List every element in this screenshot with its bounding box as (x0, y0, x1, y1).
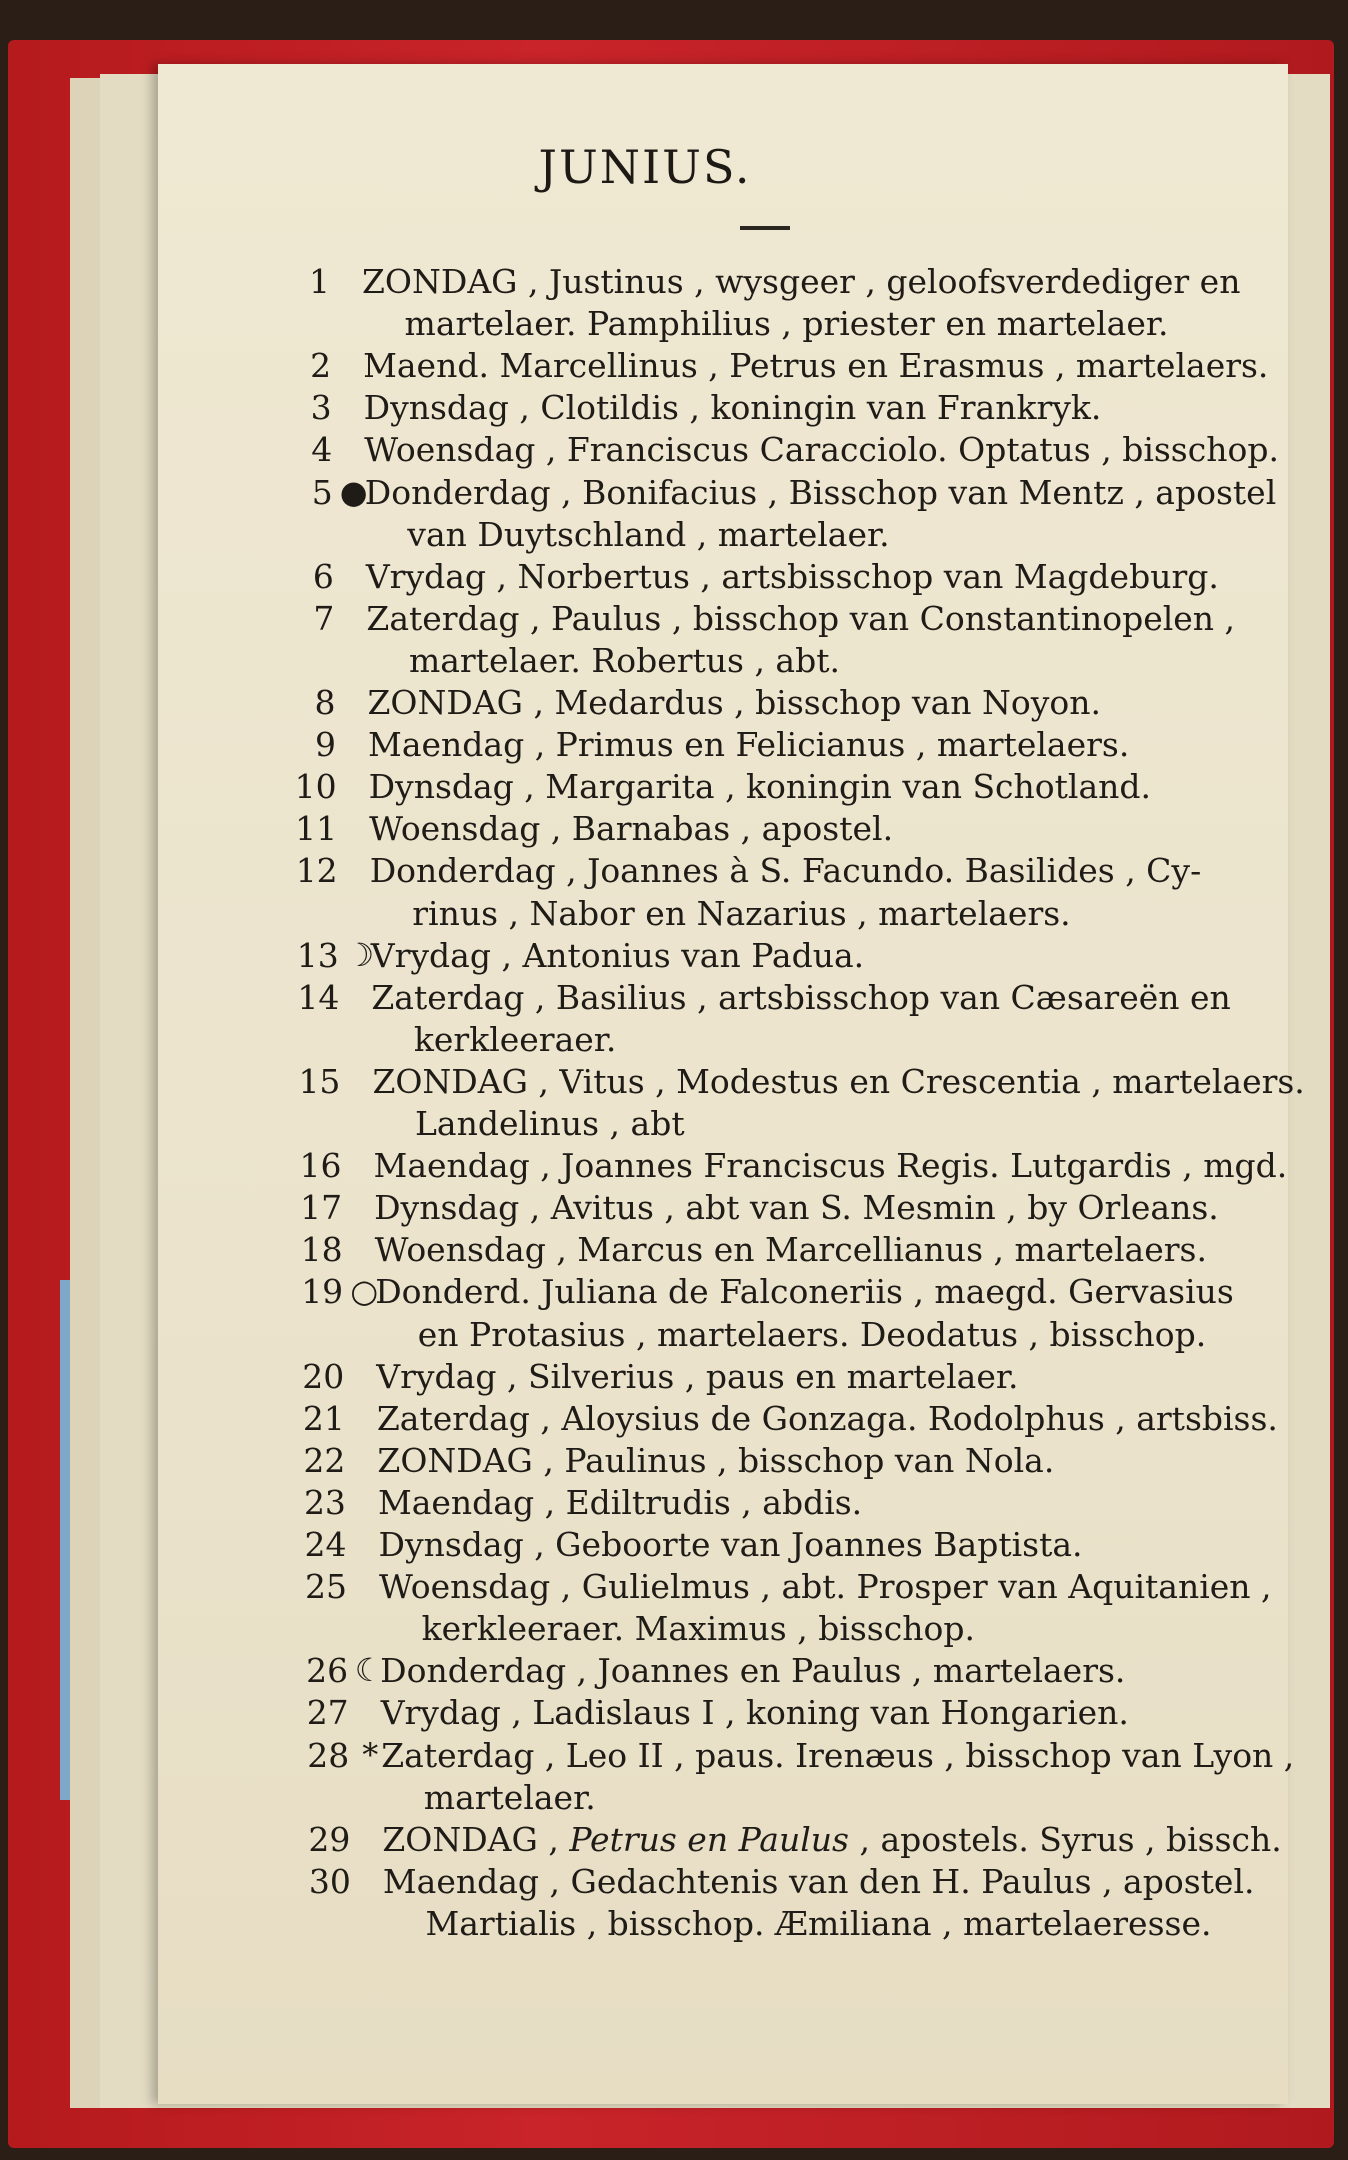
entry-text: en Protasius , martelaers. Deodatus , bisschop. (417, 1314, 1207, 1354)
entry-text: Woensdag , Gulielmus , abt. Prosper van Aquitanien , (379, 1567, 1272, 1607)
entry-text: Donderdag , Joannes en Paulus , martelaers. (380, 1651, 1126, 1691)
entry-text: ZONDAG , Vitus , Modestus en Crescentia , martelaers. (372, 1061, 1305, 1101)
day-number: 25 (305, 1567, 348, 1607)
entry-text: Vrydag , Ladislaus I , koning van Hongarien. (380, 1693, 1129, 1733)
day-number: 21 (302, 1398, 345, 1438)
day-number: 15 (298, 1061, 341, 1101)
entry-text: Vrydag , Norbertus , artsbisschop van Magdeburg. (365, 556, 1219, 596)
entry-text: Maendag , Joannes Franciscus Regis. Lutgardis , mgd. (373, 1146, 1288, 1186)
day-number: 11 (295, 809, 338, 849)
entry-text: Zaterdag , Paulus , bisschop van Constantinopelen , (366, 598, 1236, 638)
day-number: 19 (301, 1272, 344, 1312)
day-number: 9 (315, 725, 337, 765)
day-number: 28 (307, 1735, 350, 1775)
day-number: 30 (308, 1861, 351, 1901)
asterisk-mark: * (362, 1735, 379, 1774)
day-number: 12 (295, 851, 338, 891)
first-quarter-moon-icon: ☽ (345, 935, 375, 974)
entry-text: ZONDAG , Paulinus , bisschop van Nola. (377, 1440, 1055, 1480)
entry-text: Vrydag , Silverius , paus en martelaer. (376, 1356, 1019, 1396)
entry-text: Zaterdag , Aloysius de Gonzaga. Rodolphus , artsbiss. (376, 1398, 1278, 1438)
entry-text: ZONDAG , Justinus , wysgeer , geloofsverdediger en (362, 262, 1241, 301)
entry-text: kerkleeraer. (413, 1019, 617, 1059)
day-number: 27 (306, 1693, 349, 1733)
day-number: 29 (308, 1819, 351, 1859)
entry-text: van Duytschland , martelaer. (407, 514, 890, 554)
entry-text: Vrydag , Antonius van Padua. (370, 935, 865, 975)
day-number: 10 (294, 767, 337, 807)
last-quarter-moon-icon: ☾ (354, 1651, 384, 1690)
day-number: 22 (303, 1440, 346, 1480)
entry-text: Donderdag , Joannes à S. Facundo. Basilides , Cy- (369, 851, 1202, 891)
new-moon-icon: ● (339, 472, 368, 511)
entry-text: rinus , Nabor en Nazarius , martelaers. (412, 893, 1071, 933)
day-number: 13 (296, 935, 339, 975)
day-number: 5 (311, 472, 333, 512)
entry-text: Woensdag , Franciscus Caracciolo. Optatus , bisschop. (364, 430, 1279, 470)
entry-text: Maend. Marcellinus , Petrus en Erasmus , martelaers. (363, 346, 1269, 386)
day-number: 4 (311, 430, 333, 470)
day-number: 16 (299, 1146, 342, 1186)
entry-text: Dynsdag , Geboorte van Joannes Baptista. (378, 1525, 1083, 1564)
day-number: 14 (297, 977, 340, 1017)
day-number: 20 (302, 1356, 345, 1396)
entry-text: Dynsdag , Clotildis , koningin van Frankryk. (363, 388, 1102, 428)
day-number: 6 (312, 556, 334, 596)
entry-text: Martialis , bisschop. Æmiliana , martelaeresse. (425, 1903, 1212, 1943)
entry-text: Maendag , Gedachtenis van den H. Paulus , apostel. (382, 1861, 1255, 1901)
day-number: 3 (310, 388, 332, 428)
month-title: JUNIUS. (538, 140, 752, 194)
full-moon-icon: ○ (350, 1272, 379, 1311)
day-number: 26 (306, 1651, 349, 1691)
entry-text: Maendag , Ediltrudis , abdis. (377, 1482, 863, 1522)
day-number: 8 (314, 683, 336, 722)
day-number: 7 (313, 598, 335, 638)
entry-text: Woensdag , Barnabas , apostel. (369, 809, 894, 849)
entry-text: ZONDAG , Medardus , bisschop van Noyon. (367, 683, 1101, 722)
entry-text: Maendag , Primus en Felicianus , martelaers. (368, 725, 1130, 765)
day-number: 23 (303, 1482, 346, 1522)
entry-text: kerkleeraer. Maximus , bisschop. (421, 1609, 975, 1649)
day-number: 1 (309, 262, 330, 301)
day-number: 24 (304, 1525, 347, 1564)
entry-text: Donderd. Juliana de Falconeriis , maegd. Gervasius (375, 1272, 1234, 1312)
entry-text: Dynsdag , Avitus , abt van S. Mesmin , by Orleans. (374, 1188, 1219, 1228)
entry-text: Zaterdag , Leo II , paus. Irenæus , bisschop van Lyon , (381, 1735, 1295, 1775)
day-number: 18 (300, 1230, 343, 1270)
entry-text: Landelinus , abt (415, 1104, 685, 1143)
day-number: 2 (310, 346, 332, 386)
title-rule (740, 226, 790, 230)
entry-text: Zaterdag , Basilius , artsbisschop van Cæsareën en (371, 977, 1231, 1017)
entry-text: Dynsdag , Margarita , koningin van Schotland. (368, 767, 1152, 807)
entry-text: ZONDAG , Petrus en Paulus , apostels. Syrus , bissch. (382, 1819, 1282, 1859)
entry-text: Woensdag , Marcus en Marcellianus , martelaers. (374, 1230, 1207, 1270)
entry-text: martelaer. (423, 1777, 596, 1817)
entry-text: martelaer. Pamphilius , priester en martelaer. (404, 304, 1169, 344)
day-number: 17 (300, 1188, 343, 1228)
entry-text: martelaer. Robertus , abt. (408, 640, 840, 680)
entry-text: Donderdag , Bonifacius , Bisschop van Mentz , apostel (364, 472, 1277, 512)
